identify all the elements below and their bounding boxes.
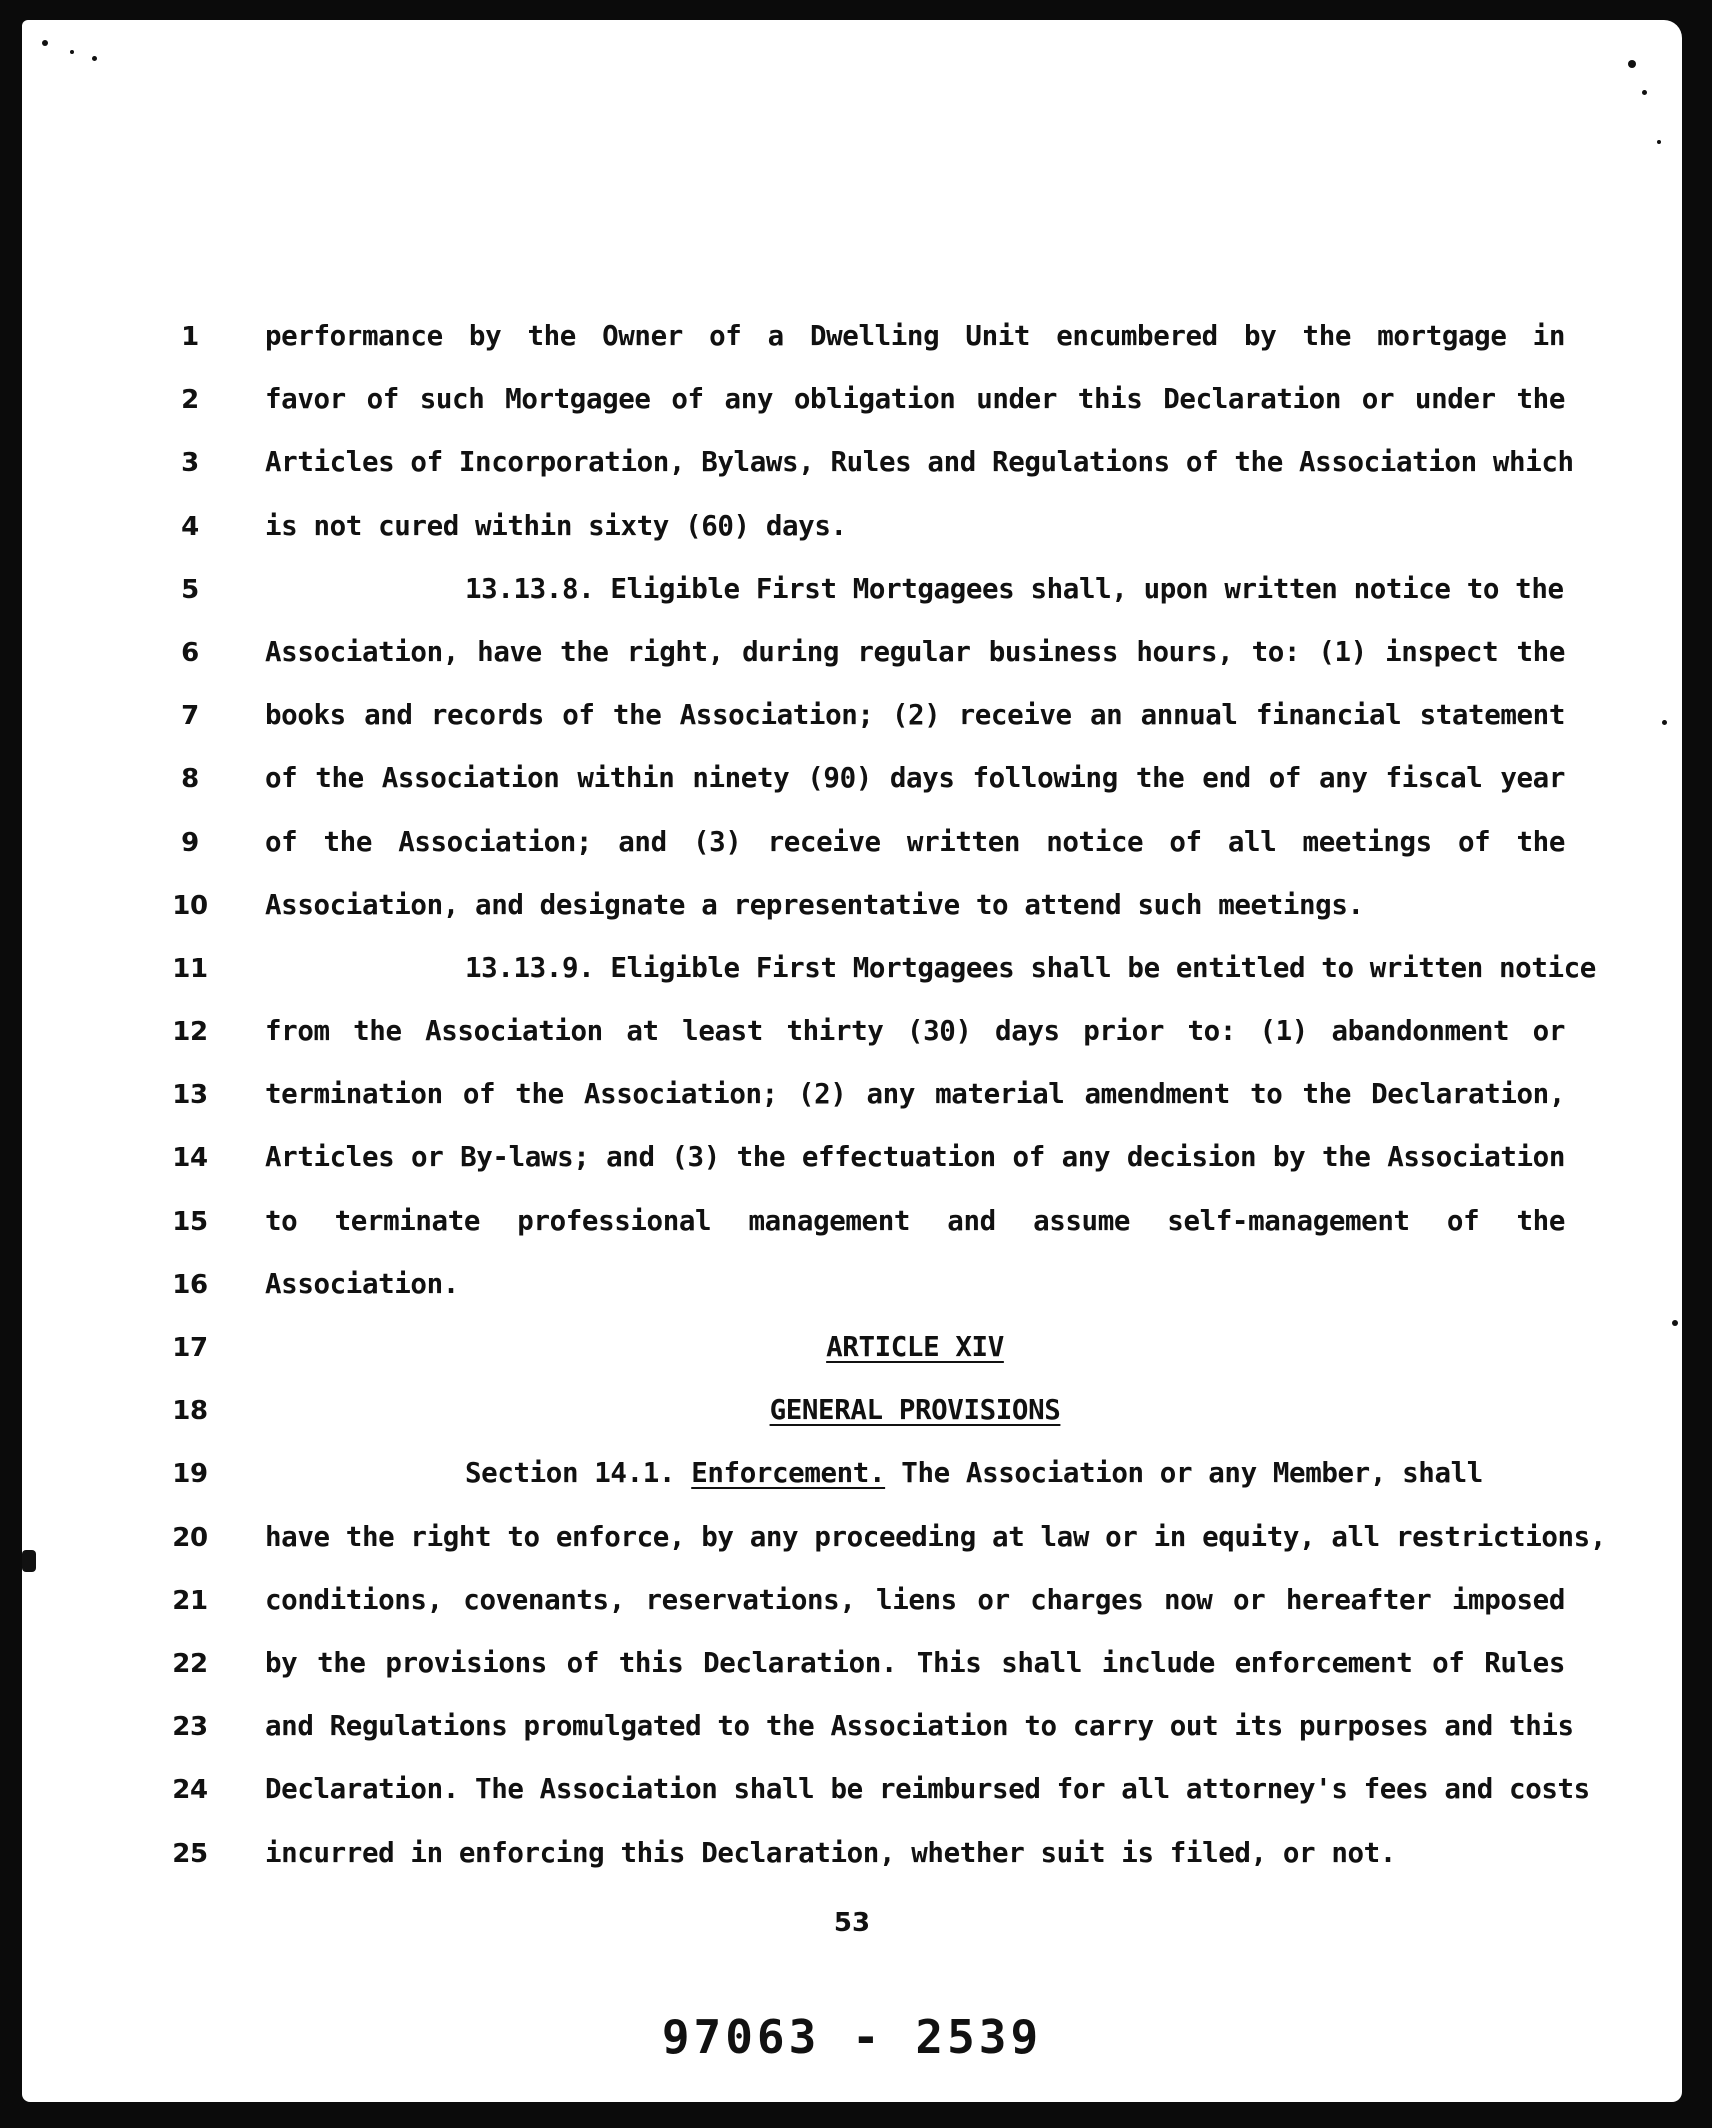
- line-number: 23: [172, 1712, 208, 1743]
- line-text: of the Association within ninety (90) days following the end of any fiscal year: [265, 762, 1565, 795]
- line-number: 17: [172, 1333, 208, 1363]
- line-number: 15: [172, 1206, 208, 1237]
- line-number: 25: [172, 1838, 208, 1869]
- line-number: 11: [172, 953, 208, 984]
- line-number: 7: [181, 701, 199, 732]
- document-line: [22, 1698, 1682, 1761]
- document-line: [22, 1635, 1682, 1698]
- line-text: is not cured within sixty (60) days.: [265, 509, 847, 542]
- document-line: [22, 1066, 1682, 1129]
- document-line: [22, 624, 1682, 687]
- line-number: 19: [172, 1459, 208, 1490]
- document-line: [22, 1509, 1682, 1572]
- line-number: 24: [172, 1775, 208, 1806]
- line-number: 18: [172, 1396, 208, 1427]
- line-number: 5: [181, 574, 199, 605]
- document-line: [22, 814, 1682, 877]
- document-line: [22, 434, 1682, 497]
- line-text: Association.: [265, 1267, 459, 1300]
- document-line: [22, 498, 1682, 561]
- line-text: by the provisions of this Declaration. This shall include enforcement of Rules: [265, 1646, 1565, 1679]
- line-text: Association, have the right, during regular business hours, to: (1) inspect the: [265, 635, 1565, 668]
- line-number: 2: [181, 385, 199, 416]
- line-text: and Regulations promulgated to the Association to carry out its purposes and this: [265, 1710, 1574, 1743]
- section-14-1-line: [265, 1457, 1565, 1489]
- line-text: Articles of Incorporation, Bylaws, Rules and Regulations of the Association which: [265, 446, 1574, 479]
- document-line: [22, 750, 1682, 813]
- document-line: [22, 1572, 1682, 1635]
- line-text: have the right to enforce, by any proceeding at law or in equity, all restrictions,: [265, 1520, 1606, 1553]
- document-body: [22, 308, 1682, 1888]
- document-line: [22, 561, 1682, 624]
- document-line: [22, 1825, 1682, 1888]
- line-text: Association, and designate a representative to attend such meetings.: [265, 888, 1364, 921]
- page-number: 53: [833, 1908, 871, 1938]
- document-line: [22, 1129, 1682, 1192]
- line-number: 22: [172, 1648, 208, 1679]
- line-text: Articles or By-laws; and (3) the effectuation of any decision by the Association: [265, 1141, 1565, 1174]
- line-text: 13.13.9. Eligible First Mortgagees shall be entitled to written notice: [465, 951, 1596, 984]
- line-text: from the Association at least thirty (30) days prior to: (1) abandonment or: [265, 1015, 1565, 1048]
- document-line: [22, 1003, 1682, 1066]
- line-number: 12: [172, 1017, 208, 1048]
- line-number: 21: [172, 1585, 208, 1616]
- document-line: [22, 1256, 1682, 1319]
- document-line: [22, 877, 1682, 940]
- document-line: [22, 1761, 1682, 1824]
- line-number: 16: [172, 1269, 208, 1300]
- line-number: 6: [181, 637, 199, 668]
- line-text: books and records of the Association; (2) receive an annual financial statement: [265, 699, 1565, 732]
- line-text: performance by the Owner of a Dwelling Unit encumbered by the mortgage in: [265, 320, 1565, 352]
- document-line: [22, 687, 1682, 750]
- line-number: 9: [181, 827, 199, 858]
- line-text: Declaration. The Association shall be reimbursed for all attorney's fees and costs: [265, 1773, 1590, 1806]
- line-number: 3: [181, 448, 199, 479]
- document-page: [22, 20, 1682, 2102]
- line-text: conditions, covenants, reservations, liens or charges now or hereafter imposed: [265, 1583, 1565, 1616]
- line-number: 10: [172, 890, 208, 921]
- line-number: 14: [172, 1143, 208, 1174]
- section-heading: Enforcement.: [691, 1457, 886, 1490]
- section-text: The Association or any Member, shall: [901, 1457, 1483, 1490]
- article-heading: ARTICLE XIV: [826, 1331, 1004, 1363]
- line-text: 13.13.8. Eligible First Mortgagees shall, upon written notice to the: [465, 572, 1564, 605]
- line-number: 1: [181, 322, 199, 352]
- document-code: 97063 - 2539: [661, 2010, 1043, 2064]
- line-number: 20: [172, 1522, 208, 1553]
- document-line: [22, 940, 1682, 1003]
- line-text: termination of the Association; (2) any material amendment to the Declaration,: [265, 1078, 1565, 1111]
- line-number: 4: [181, 511, 199, 542]
- document-line: [22, 1193, 1682, 1256]
- line-text: of the Association; and (3) receive written notice of all meetings of the: [265, 825, 1565, 858]
- document-line: [22, 1445, 1682, 1508]
- line-number: 13: [172, 1080, 208, 1111]
- line-text: to terminate professional management and assume self-management of the: [265, 1204, 1565, 1237]
- document-line: [22, 371, 1682, 434]
- document-line: [22, 1382, 1682, 1445]
- section-number: Section 14.1.: [465, 1457, 676, 1490]
- document-line: [22, 1319, 1682, 1382]
- article-heading: GENERAL PROVISIONS: [769, 1394, 1061, 1427]
- line-number: 8: [181, 764, 199, 795]
- document-line: [22, 308, 1682, 371]
- line-text: favor of such Mortgagee of any obligation under this Declaration or under the: [265, 383, 1565, 416]
- line-text: incurred in enforcing this Declaration, whether suit is filed, or not.: [265, 1836, 1396, 1869]
